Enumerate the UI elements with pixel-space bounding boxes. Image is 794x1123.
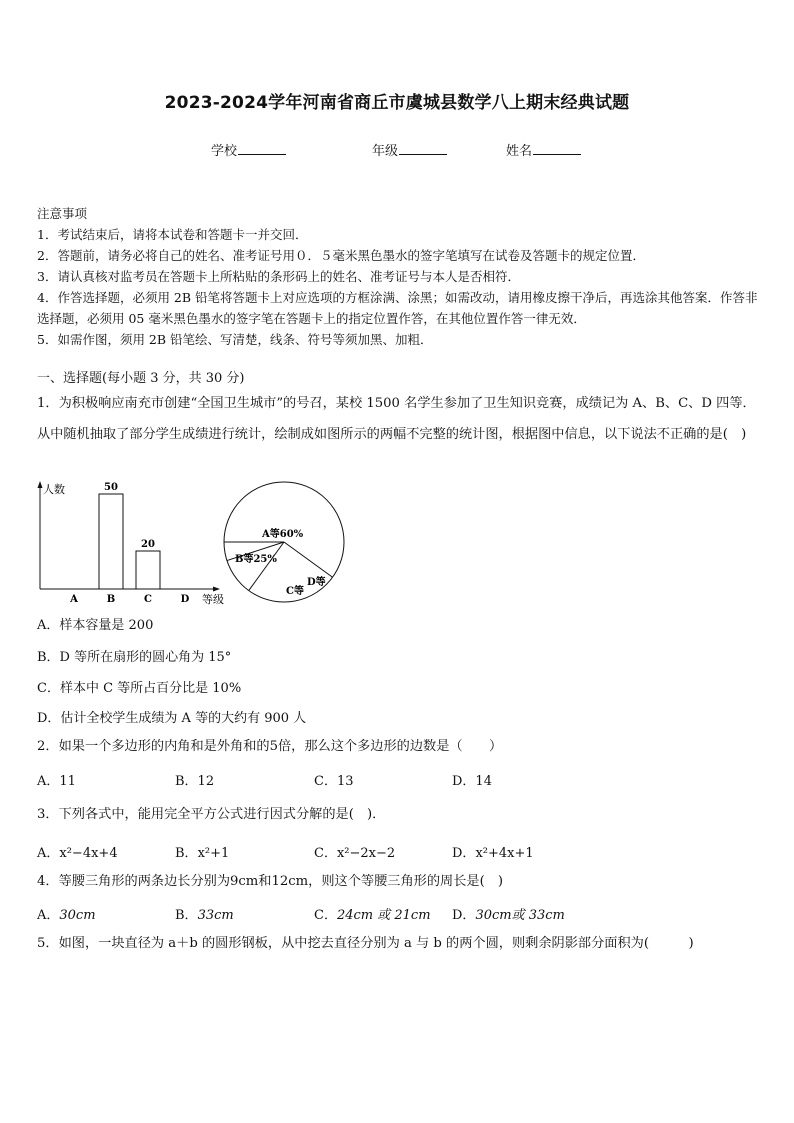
- note-item: 1．考试结束后，请将本试卷和答题卡一并交回．: [37, 227, 308, 242]
- grade-field: [372, 140, 447, 159]
- q1-option-b[interactable]: B．D 等所在扇形的圆心角为 15°: [37, 650, 232, 665]
- q2-option-b[interactable]: B．12: [175, 774, 215, 789]
- note-item: 2．答题前，请务必将自己的姓名、准考证号用０．５毫米黑色墨水的签字笔填写在试卷及答题卡的规定位置．: [37, 248, 645, 263]
- q1-option-d[interactable]: D．估计全校学生成绩为 A 等的大约有 900 人: [37, 711, 307, 726]
- q2-option-d[interactable]: D．14: [452, 774, 492, 789]
- q2-option-a[interactable]: A．11: [37, 774, 76, 789]
- notes-section: [37, 203, 762, 350]
- q2-option-c[interactable]: C．13: [314, 774, 354, 789]
- pie-label-a: A等60%: [262, 529, 304, 540]
- school-blank[interactable]: [238, 140, 286, 155]
- question-2-stem: 2．如果一个多边形的内角和是外角和的5倍，那么这个多边形的边数是（ ）: [37, 739, 503, 754]
- grade-blank[interactable]: [399, 140, 447, 155]
- bar-value-label: 20: [141, 539, 155, 550]
- section-heading: 一、选择题(每小题 3 分，共 30 分): [37, 371, 245, 386]
- student-info-row: [0, 140, 794, 162]
- option-letter: C．: [314, 908, 337, 923]
- school-field: [211, 140, 286, 159]
- q4-option-d[interactable]: [452, 904, 565, 923]
- question-5-stem: 5．如图，一块直径为 a＋b 的圆形钢板，从中挖去直径分别为 a 与 b 的两个圆，则剩余阴影部分面积为( ): [37, 936, 694, 951]
- x-axis-label: 等级: [202, 593, 224, 606]
- q4-option-a[interactable]: [37, 904, 96, 923]
- option-expression: x²−2x−2: [336, 846, 396, 861]
- page-title: 2023-2024学年河南省商丘市虞城县数学八上期末经典试题: [164, 93, 630, 113]
- option-value: 30cm或 33cm: [475, 908, 565, 923]
- x-tick-label: A: [70, 594, 78, 605]
- option-expression: x²+1: [197, 846, 230, 861]
- q3-option-d[interactable]: [452, 842, 534, 861]
- school-label: 学校: [211, 144, 238, 159]
- option-expression: x²+4x+1: [475, 846, 534, 861]
- q3-option-b[interactable]: [175, 842, 229, 861]
- q3-option-a[interactable]: [37, 842, 118, 861]
- pie-chart: [224, 482, 344, 602]
- bar: [99, 494, 123, 589]
- note-item: 3．请认真核对监考员在答题卡上所粘贴的条形码上的姓名、准考证号与本人是否相符．: [37, 269, 520, 284]
- q4-option-b[interactable]: [175, 904, 234, 923]
- bar-chart: [38, 481, 225, 606]
- option-value: 24cm 或 21cm: [336, 908, 431, 923]
- grade-label: 年级: [372, 144, 399, 159]
- note-item: 4．作答选择题，必须用 2B 铅笔将答题卡上对应选项的方框涂满、涂黑；如需改动，请用橡皮擦干净后，再选涂其他答案．作答非选择题，必须用 05 毫米黑色墨水的签字笔在答题卡上的指定位置作答，在其他位置作答一律无效．: [37, 290, 758, 326]
- option-value: 33cm: [197, 908, 234, 923]
- statistics-charts: [30, 479, 350, 609]
- question-4-stem: 4．等腰三角形的两条边长分别为9cm和12cm，则这个等腰三角形的周长是( ): [37, 874, 504, 889]
- q1-option-a[interactable]: A．样本容量是 200: [37, 618, 154, 633]
- question-3-stem: 3．下列各式中，能用完全平方公式进行因式分解的是( )．: [37, 807, 386, 822]
- q4-option-c[interactable]: [314, 904, 431, 923]
- bar-value-label: 50: [104, 482, 118, 493]
- option-letter: A．: [37, 846, 60, 861]
- x-tick-label: D: [180, 594, 190, 605]
- pie-label-b: B等25%: [235, 554, 277, 565]
- option-letter: C．: [314, 846, 337, 861]
- x-tick-label: B: [106, 594, 116, 605]
- option-letter: B．: [175, 908, 198, 923]
- bar: [136, 551, 160, 589]
- option-letter: D．: [452, 846, 476, 861]
- pie-label-c: C等: [286, 586, 304, 597]
- question-1-stem: 1．为积极响应南充市创建“全国卫生城市”的号召，某校 1500 名学生参加了卫生知识竞赛，成绩记为 A、B、C、D 四等．从中随机抽取了部分学生成绩进行统计，绘制成如图所示的两幅不完整的统计图，根据图中信息，以下说法不正确的是( ): [37, 396, 756, 442]
- name-field: [506, 140, 581, 159]
- pie-label-d: D等: [307, 577, 326, 588]
- q3-option-c[interactable]: [314, 842, 395, 861]
- name-blank[interactable]: [533, 140, 581, 155]
- option-value: 30cm: [59, 908, 96, 923]
- y-axis-label: 人数: [43, 483, 65, 496]
- option-expression: x²−4x+4: [59, 846, 118, 861]
- x-axis-arrow: [213, 587, 220, 592]
- q1-option-c[interactable]: C．样本中 C 等所占百分比是 10%: [37, 681, 242, 696]
- x-tick-label: C: [144, 594, 152, 605]
- option-letter: D．: [452, 908, 476, 923]
- y-axis-arrow: [38, 481, 43, 488]
- notes-heading: 注意事项: [37, 206, 88, 221]
- option-letter: A．: [37, 908, 60, 923]
- name-label: 姓名: [506, 144, 533, 159]
- option-letter: B．: [175, 846, 198, 861]
- note-item: 5．如需作图，须用 2B 铅笔绘、写清楚，线条、符号等须加黑、加粗．: [37, 332, 433, 347]
